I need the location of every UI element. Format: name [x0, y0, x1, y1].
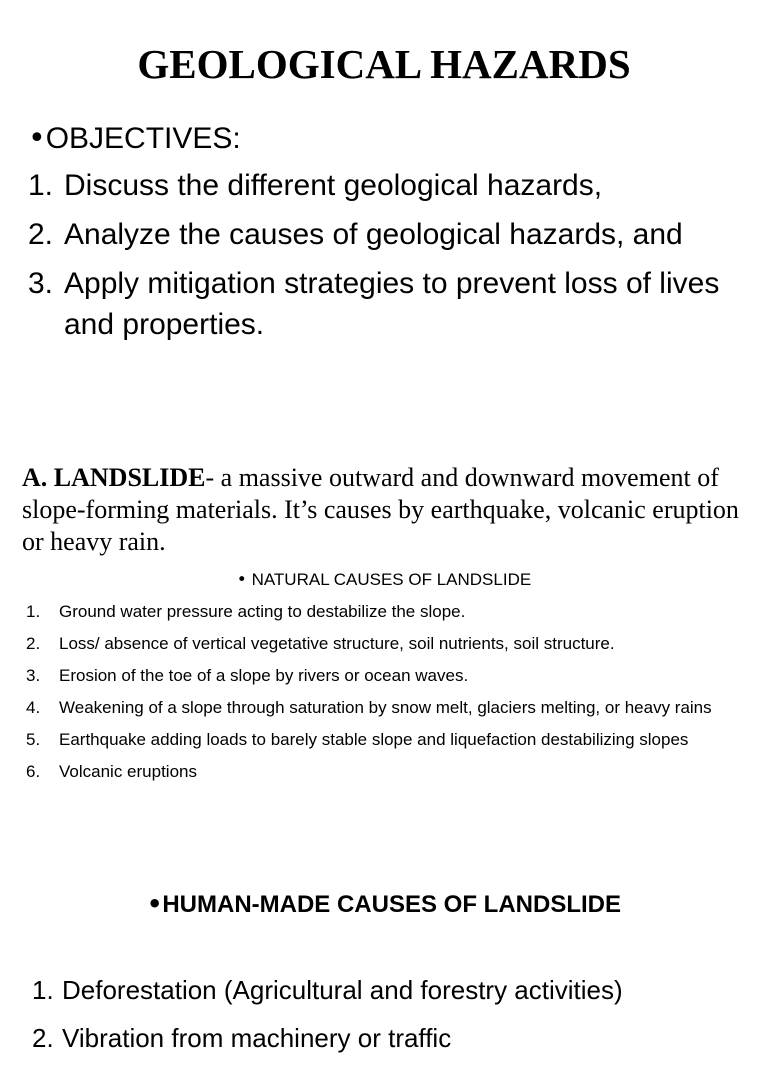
list-item-number: 3. [26, 666, 41, 685]
objectives-heading-text: OBJECTIVES: [45, 122, 241, 155]
human-causes-heading [0, 888, 768, 921]
bullet-icon: • [28, 121, 46, 156]
list-item [32, 1020, 752, 1056]
landslide-term: A. LANDSLIDE [22, 463, 206, 492]
list-item-number: 2. [32, 1023, 54, 1053]
page-title: GEOLOGICAL HAZARDS [137, 41, 631, 87]
objective-item [28, 263, 748, 345]
human-causes-heading-text: HUMAN-MADE CAUSES OF LANDSLIDE [162, 891, 621, 918]
landslide-definition [22, 462, 742, 558]
list-item [26, 664, 746, 688]
list-item-number: 5. [26, 730, 41, 749]
landslide-definition-text: - a massive outward and downward movement of slope-forming materials. It’s causes by earthquake, volcanic eruption or heavy rain. [22, 463, 739, 556]
list-item [26, 728, 746, 752]
list-item-number: 1. [32, 975, 54, 1005]
objective-text: Apply mitigation strategies to prevent loss of lives and properties. [64, 267, 720, 341]
natural-causes-heading [0, 568, 768, 592]
list-item-text: Volcanic eruptions [59, 762, 197, 781]
natural-causes-heading-text: NATURAL CAUSES OF LANDSLIDE [251, 570, 532, 589]
list-item-number: 2. [26, 634, 41, 653]
objectives-list [28, 165, 748, 345]
objective-number: 2. [28, 218, 54, 251]
list-item-number: 1. [26, 602, 41, 621]
list-item [32, 972, 752, 1008]
list-item-number: 4. [26, 698, 41, 717]
list-item [26, 600, 746, 624]
bullet-icon: • [236, 570, 247, 590]
list-item [26, 760, 746, 784]
list-item-text: Erosion of the toe of a slope by rivers or ocean waves. [59, 666, 469, 685]
list-item [26, 696, 746, 720]
list-item-number: 6. [26, 762, 41, 781]
natural-causes-list [26, 600, 746, 792]
objective-number: 1. [28, 169, 54, 202]
objective-text: Analyze the causes of geological hazards, and [64, 218, 683, 251]
list-item [26, 632, 746, 656]
list-item-text: Loss/ absence of vertical vegetative structure, soil nutrients, soil structure. [59, 634, 615, 653]
objectives-heading [28, 118, 748, 159]
objective-item [28, 214, 748, 255]
list-item-text: Vibration from machinery or traffic [62, 1023, 452, 1053]
objective-text: Discuss the different geological hazards, [64, 169, 603, 202]
objective-item [28, 165, 748, 206]
list-item-text: Ground water pressure acting to destabilize the slope. [59, 602, 466, 621]
list-item-text: Weakening of a slope through saturation by snow melt, glaciers melting, or heavy rains [59, 698, 712, 717]
list-item-text: Deforestation (Agricultural and forestry activities) [62, 975, 623, 1005]
list-item-text: Earthquake adding loads to barely stable slope and liquefaction destabilizing slopes [59, 730, 689, 749]
human-causes-list [32, 972, 752, 1068]
objectives-section [28, 118, 748, 353]
bullet-icon: • [146, 890, 163, 918]
objective-number: 3. [28, 267, 54, 300]
